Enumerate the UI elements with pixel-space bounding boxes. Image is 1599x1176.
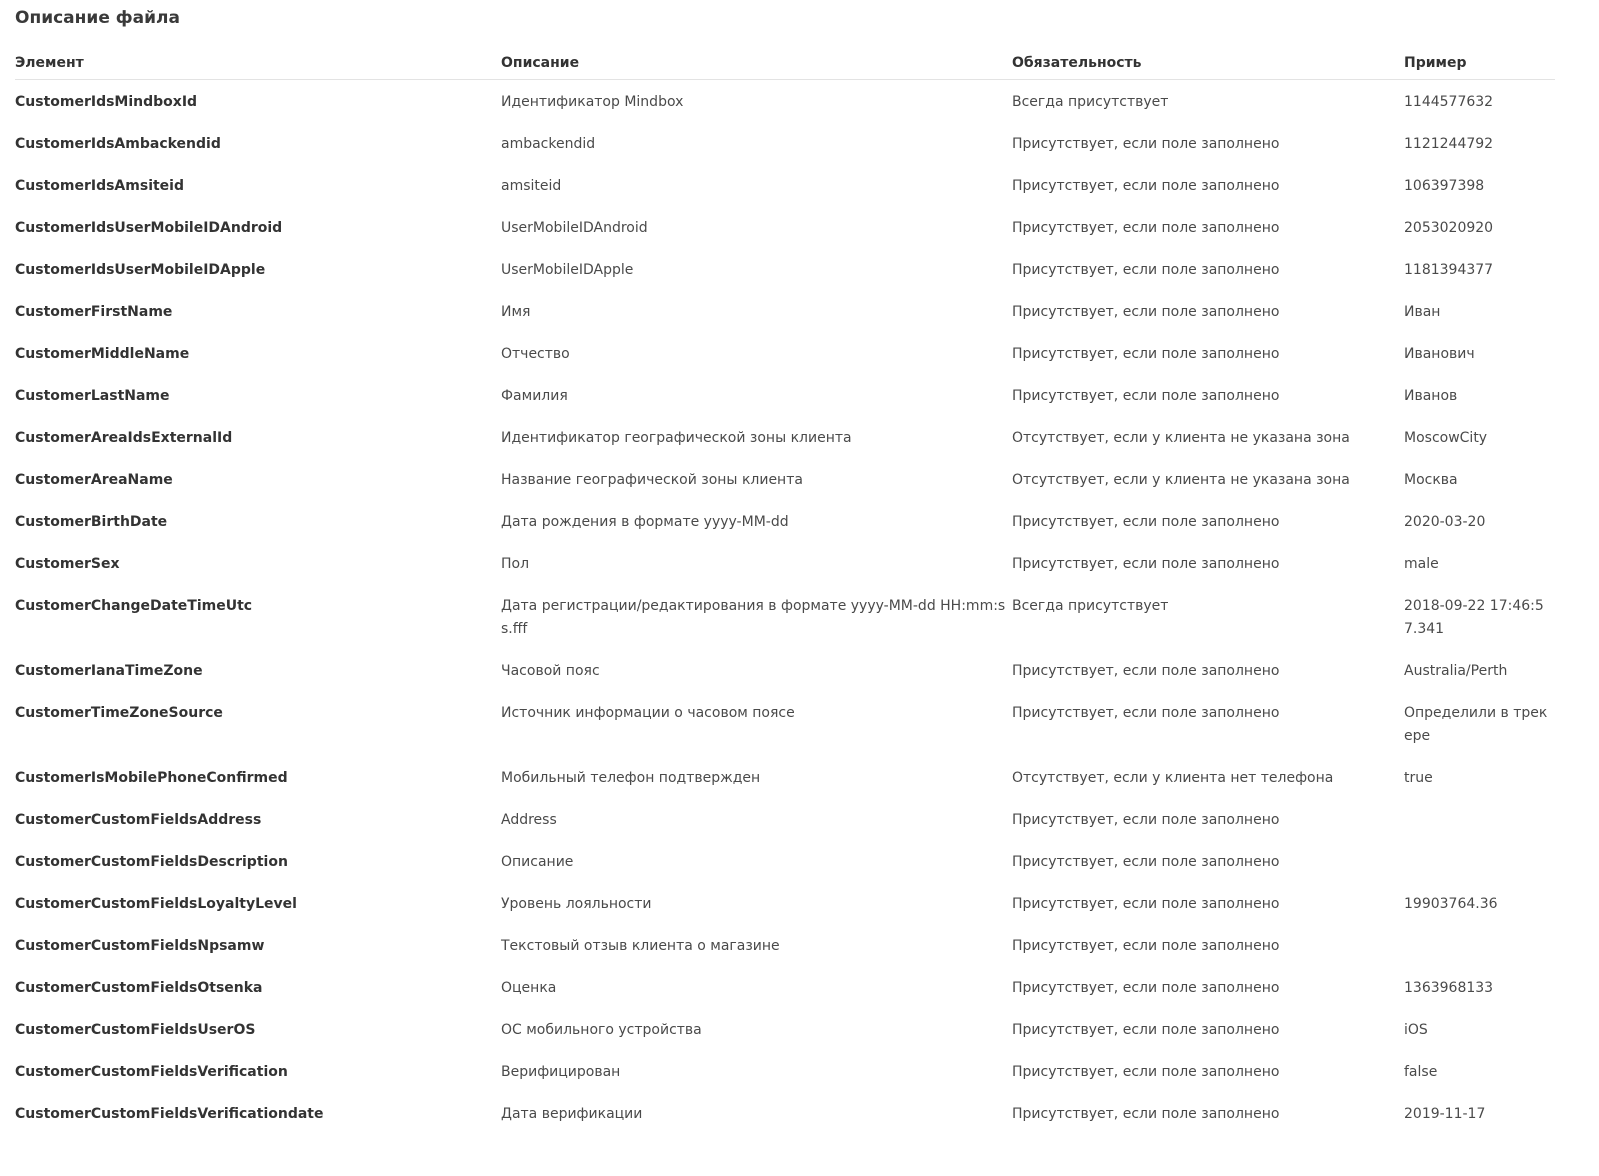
cell-example <box>1404 798 1555 840</box>
cell-example: 106397398 <box>1404 178 1485 194</box>
cell-example: 1144577632 <box>1404 94 1494 110</box>
table-row <box>15 416 1555 458</box>
cell-element-name: CustomerAreaName <box>15 472 173 488</box>
cell-description: Оценка <box>501 980 557 996</box>
fields-table <box>15 47 1555 1134</box>
column-header-required: Обязательность <box>1012 47 1404 80</box>
cell-required: Присутствует, если поле заполнено <box>1012 556 1280 572</box>
cell-required: Присутствует, если поле заполнено <box>1012 896 1280 912</box>
cell-example: male <box>1404 556 1439 572</box>
table-row <box>15 248 1555 290</box>
table-row <box>15 1008 1555 1050</box>
cell-element-name: CustomerCustomFieldsVerification <box>15 1064 288 1080</box>
cell-element-name: CustomerFirstName <box>15 304 173 320</box>
table-row <box>15 798 1555 840</box>
cell-element-name: CustomerCustomFieldsNpsamw <box>15 938 265 954</box>
cell-required: Присутствует, если поле заполнено <box>1012 1106 1280 1122</box>
cell-required: Присутствует, если поле заполнено <box>1012 514 1280 530</box>
table-row <box>15 882 1555 924</box>
cell-element-name: CustomerIdsUserMobileIDApple <box>15 262 266 278</box>
cell-required: Присутствует, если поле заполнено <box>1012 220 1280 236</box>
cell-required: Присутствует, если поле заполнено <box>1012 304 1280 320</box>
cell-required: Присутствует, если поле заполнено <box>1012 938 1280 954</box>
cell-element-name: CustomerBirthDate <box>15 514 168 530</box>
cell-description: Дата верификации <box>501 1106 643 1122</box>
cell-element-name: CustomerIdsAmsiteid <box>15 178 184 194</box>
cell-example: Иванов <box>1404 388 1458 404</box>
cell-example: iOS <box>1404 1022 1428 1038</box>
cell-description: Идентификатор географической зоны клиента <box>501 430 852 446</box>
cell-element-name: CustomerCustomFieldsAddress <box>15 812 262 828</box>
cell-description: Текстовый отзыв клиента о магазине <box>501 938 780 954</box>
cell-element-name: CustomerCustomFieldsDescription <box>15 854 288 870</box>
table-row <box>15 332 1555 374</box>
cell-required: Отсутствует, если у клиента не указана зона <box>1012 472 1350 488</box>
cell-required: Присутствует, если поле заполнено <box>1012 178 1280 194</box>
cell-required: Присутствует, если поле заполнено <box>1012 980 1280 996</box>
cell-required: Присутствует, если поле заполнено <box>1012 812 1280 828</box>
page-title: Описание файла <box>15 8 180 28</box>
cell-example: false <box>1404 1064 1438 1080</box>
cell-description: Имя <box>501 304 531 320</box>
cell-element-name: CustomerCustomFieldsUserOS <box>15 1022 256 1038</box>
cell-example: Australia/Perth <box>1404 663 1508 679</box>
table-row <box>15 290 1555 332</box>
cell-element-name: CustomerIdsMindboxId <box>15 94 198 110</box>
cell-required: Присутствует, если поле заполнено <box>1012 346 1280 362</box>
cell-description: UserMobileIDApple <box>501 262 634 278</box>
table-row <box>15 1092 1555 1134</box>
cell-example <box>1404 924 1555 966</box>
cell-example: 1363968133 <box>1404 980 1494 996</box>
table-row <box>15 649 1555 691</box>
cell-description: Часовой пояс <box>501 663 600 679</box>
cell-description: Верифицирован <box>501 1064 621 1080</box>
cell-description: Название географической зоны клиента <box>501 472 803 488</box>
table-row <box>15 500 1555 542</box>
table-row <box>15 374 1555 416</box>
cell-element-name: CustomerIsMobilePhoneConfirmed <box>15 770 288 786</box>
column-header-element: Элемент <box>15 47 501 80</box>
cell-example: 19903764.36 <box>1404 896 1498 912</box>
column-header-description: Описание <box>501 47 1012 80</box>
cell-required: Присутствует, если поле заполнено <box>1012 1022 1280 1038</box>
table-row <box>15 691 1555 756</box>
cell-description: Отчество <box>501 346 570 362</box>
cell-element-name: CustomerChangeDateTimeUtc <box>15 598 253 614</box>
cell-example: 2053020920 <box>1404 220 1494 236</box>
table-row <box>15 584 1555 649</box>
cell-element-name: CustomerMiddleName <box>15 346 190 362</box>
cell-required: Отсутствует, если у клиента не указана зона <box>1012 430 1350 446</box>
cell-example <box>1404 840 1555 882</box>
cell-description: Уровень лояльности <box>501 896 652 912</box>
table-row <box>15 542 1555 584</box>
cell-example: true <box>1404 770 1433 786</box>
table-row <box>15 756 1555 798</box>
cell-element-name: CustomerCustomFieldsOtsenka <box>15 980 263 996</box>
column-header-example: Пример <box>1404 47 1555 80</box>
table-row <box>15 924 1555 966</box>
cell-description: Источник информации о часовом поясе <box>501 705 795 721</box>
table-row <box>15 1050 1555 1092</box>
table-row <box>15 458 1555 500</box>
cell-element-name: CustomerIdsUserMobileIDAndroid <box>15 220 283 236</box>
cell-description: Мобильный телефон подтвержден <box>501 770 761 786</box>
cell-description: Идентификатор Mindbox <box>501 94 684 110</box>
cell-description: Address <box>501 812 557 828</box>
cell-element-name: CustomerLastName <box>15 388 170 404</box>
cell-required: Отсутствует, если у клиента нет телефона <box>1012 770 1334 786</box>
cell-example: 2020-03-20 <box>1404 514 1486 530</box>
table-row <box>15 80 1555 123</box>
cell-description: Описание <box>501 854 574 870</box>
cell-element-name: CustomerCustomFieldsLoyaltyLevel <box>15 896 297 912</box>
table-body <box>15 80 1555 1135</box>
table-row <box>15 164 1555 206</box>
cell-description: amsiteid <box>501 178 562 194</box>
cell-required: Всегда присутствует <box>1012 94 1169 110</box>
cell-example: 2019-11-17 <box>1404 1106 1486 1122</box>
cell-description: Дата регистрации/редактирования в формате yyyy-MM-dd HH:mm:ss.fff <box>501 598 1006 637</box>
cell-element-name: CustomerAreaIdsExternalId <box>15 430 233 446</box>
cell-element-name: CustomerCustomFieldsVerificationdate <box>15 1106 324 1122</box>
cell-required: Присутствует, если поле заполнено <box>1012 705 1280 721</box>
cell-required: Присутствует, если поле заполнено <box>1012 663 1280 679</box>
cell-required: Присутствует, если поле заполнено <box>1012 854 1280 870</box>
table-row <box>15 966 1555 1008</box>
cell-required: Присутствует, если поле заполнено <box>1012 1064 1280 1080</box>
cell-required: Всегда присутствует <box>1012 598 1169 614</box>
cell-example: Иван <box>1404 304 1441 320</box>
cell-required: Присутствует, если поле заполнено <box>1012 388 1280 404</box>
cell-example: 1181394377 <box>1404 262 1494 278</box>
cell-element-name: CustomerTimeZoneSource <box>15 705 223 721</box>
table-row <box>15 122 1555 164</box>
cell-required: Присутствует, если поле заполнено <box>1012 136 1280 152</box>
cell-description: Дата рождения в формате yyyy-MM-dd <box>501 514 789 530</box>
cell-element-name: CustomerSex <box>15 556 120 572</box>
table-row <box>15 840 1555 882</box>
cell-description: Фамилия <box>501 388 568 404</box>
cell-description: UserMobileIDAndroid <box>501 220 648 236</box>
cell-example: Определили в трекере <box>1404 705 1548 744</box>
cell-example: 1121244792 <box>1404 136 1494 152</box>
table-header-row <box>15 47 1555 80</box>
cell-element-name: CustomerIdsAmbackendid <box>15 136 221 152</box>
cell-description: Пол <box>501 556 530 572</box>
cell-element-name: CustomerIanaTimeZone <box>15 663 203 679</box>
cell-example: 2018-09-22 17:46:57.341 <box>1404 598 1544 637</box>
cell-required: Присутствует, если поле заполнено <box>1012 262 1280 278</box>
cell-example: MoscowCity <box>1404 430 1488 446</box>
cell-example: Москва <box>1404 472 1458 488</box>
cell-description: ОС мобильного устройства <box>501 1022 702 1038</box>
cell-description: ambackendid <box>501 136 596 152</box>
table-row <box>15 206 1555 248</box>
cell-example: Иванович <box>1404 346 1475 362</box>
